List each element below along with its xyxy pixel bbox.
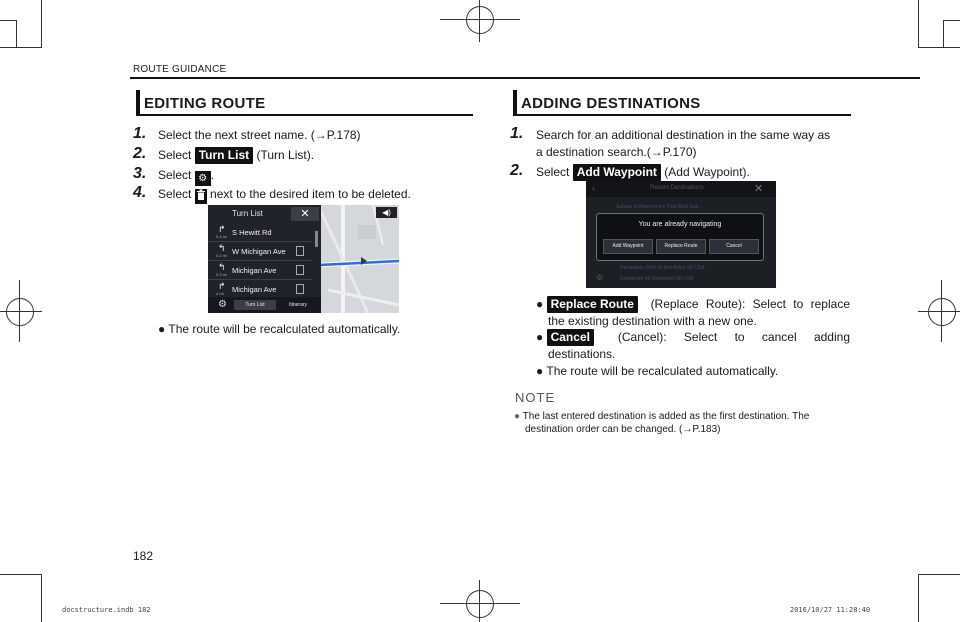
- navigating-dialog: [596, 213, 764, 261]
- list-item[interactable]: [208, 242, 312, 261]
- close-icon[interactable]: ✕: [291, 207, 319, 221]
- step-1-adding: [536, 127, 850, 161]
- step-text: (Add Waypoint).: [664, 165, 750, 179]
- header-rule: [130, 77, 920, 79]
- turn-arrow-icon: ↱: [218, 224, 226, 234]
- step-number: 2.: [510, 162, 524, 179]
- section-rule: [513, 114, 851, 116]
- bullet-replace-route: [536, 296, 850, 330]
- step-text: Select: [158, 187, 192, 201]
- step-text: Select: [158, 148, 192, 162]
- step-number: 4.: [133, 184, 147, 201]
- bullet-recalc-adding: [536, 363, 778, 380]
- bullet-text: The route will be recalculated automatically.: [168, 322, 401, 336]
- street-name: Michigan Ave: [232, 266, 277, 275]
- cancel-button-label: Cancel: [547, 329, 594, 346]
- note-bullet: ●: [514, 411, 521, 422]
- bullet-text: the existing destination with a new one.: [548, 314, 757, 328]
- step-text: Select: [536, 165, 570, 179]
- list-item[interactable]: [208, 223, 312, 242]
- step-3: [158, 167, 214, 186]
- bullet-dot: ●: [536, 364, 544, 378]
- trash-icon[interactable]: [296, 284, 304, 294]
- distance-label: 0.3 mi: [216, 272, 227, 277]
- bullet-dot: ●: [158, 322, 166, 336]
- street-name: Michigan Ave: [232, 285, 277, 294]
- distance-label: 0.2 mi: [216, 253, 227, 258]
- bullet-recalc-editing: [158, 321, 400, 338]
- replace-route-button-label: Replace Route: [547, 296, 638, 313]
- section-bar: [136, 90, 140, 116]
- turn-list-screenshot: [208, 205, 399, 313]
- step-number: 3.: [133, 165, 147, 182]
- close-icon[interactable]: ✕: [754, 183, 764, 195]
- list-item: Recreation Park Dr Ann Arbor MI USA: [620, 265, 705, 271]
- step-number: 2.: [133, 145, 147, 162]
- bullet-text: (Replace Route): Select to replace: [650, 297, 850, 311]
- turn-list-button-label: Turn List: [195, 147, 253, 164]
- street-name: W Michigan Ave: [232, 247, 286, 256]
- section-bar: [513, 90, 517, 116]
- bullet-text: destinations.: [548, 347, 616, 361]
- add-waypoint-screenshot: [586, 181, 776, 288]
- turn-arrow-icon: ↰: [218, 262, 226, 272]
- bullet-text: The route will be recalculated automatically.: [546, 364, 779, 378]
- running-header: ROUTE GUIDANCE: [133, 64, 227, 75]
- street-name: S Hewitt Rd: [232, 228, 272, 237]
- distance-label: 4 mi: [216, 291, 224, 296]
- add-waypoint-button-label: Add Waypoint: [573, 164, 661, 181]
- bullet-cancel: [536, 329, 850, 363]
- page-number: 182: [133, 549, 154, 563]
- step-number: 1.: [510, 125, 524, 142]
- turn-arrow-icon: ↱: [218, 281, 226, 291]
- step-text: .: [210, 168, 215, 182]
- footer-stamp: 2016/10/27 11:28:40: [790, 606, 871, 614]
- bottom-tabs: [208, 297, 321, 313]
- list-item: Subaru of America Inc Park Blvd Sub...: [616, 204, 703, 210]
- step-text: next to the desired item to be deleted.: [210, 187, 411, 201]
- turn-arrow-icon: ↰: [218, 243, 226, 253]
- note-label: NOTE: [515, 390, 556, 405]
- list-item[interactable]: [208, 261, 312, 280]
- dialog-message: You are already navigating: [638, 221, 722, 228]
- step-2-adding: [536, 164, 750, 181]
- distance-label: 0.4 mi: [216, 234, 227, 239]
- screen-header: [586, 181, 776, 197]
- note-text: The last entered destination is added as the first destination. The: [522, 411, 810, 422]
- bullet-text: (Cancel): Select to cancel adding: [617, 330, 850, 344]
- add-waypoint-button[interactable]: Add Waypoint: [603, 239, 653, 254]
- trash-icon[interactable]: [296, 246, 304, 256]
- turn-list-title: Turn List: [232, 209, 263, 218]
- bullet-dot: ●: [536, 330, 544, 344]
- trash-icon: [195, 189, 207, 204]
- step-2: [158, 147, 314, 164]
- turn-list-panel: [208, 205, 321, 313]
- step-text: a destination search.(→P.170): [536, 145, 697, 159]
- trash-icon[interactable]: [296, 265, 304, 275]
- back-icon[interactable]: ‹: [592, 183, 595, 193]
- gear-icon[interactable]: ⚙: [218, 299, 227, 310]
- cancel-button[interactable]: Cancel: [709, 239, 759, 254]
- note: [514, 410, 854, 436]
- step-4: [158, 186, 411, 204]
- note-text: destination order can be changed. (→P.183): [525, 424, 721, 435]
- list-item: Downtown MI Downtown MI USA: [620, 276, 694, 282]
- step-number: 1.: [133, 125, 147, 142]
- gear-icon[interactable]: ⚙: [596, 273, 604, 282]
- step-text: Select the next street name. (→P.178): [158, 128, 361, 142]
- section-title-adding: ADDING DESTINATIONS: [521, 95, 701, 112]
- footer-file: docstructure.indb 182: [62, 606, 151, 614]
- section-rule: [136, 114, 473, 116]
- bullet-dot: ●: [536, 297, 544, 311]
- scrollbar[interactable]: [314, 225, 319, 295]
- replace-route-button[interactable]: Replace Route: [656, 239, 706, 254]
- tab-itinerary[interactable]: Itinerary: [288, 302, 308, 308]
- step-text: Select: [158, 168, 192, 182]
- step-text: (Turn List).: [256, 148, 315, 162]
- speaker-icon[interactable]: ◀): [376, 207, 397, 218]
- section-title-editing: EDITING ROUTE: [144, 95, 266, 112]
- step-text: Search for an additional destination in the same way as: [536, 128, 831, 142]
- screen-title: Recent Destinations: [650, 185, 704, 191]
- tab-turn-list[interactable]: Turn List: [234, 300, 276, 310]
- gear-icon: ⚙: [195, 171, 211, 186]
